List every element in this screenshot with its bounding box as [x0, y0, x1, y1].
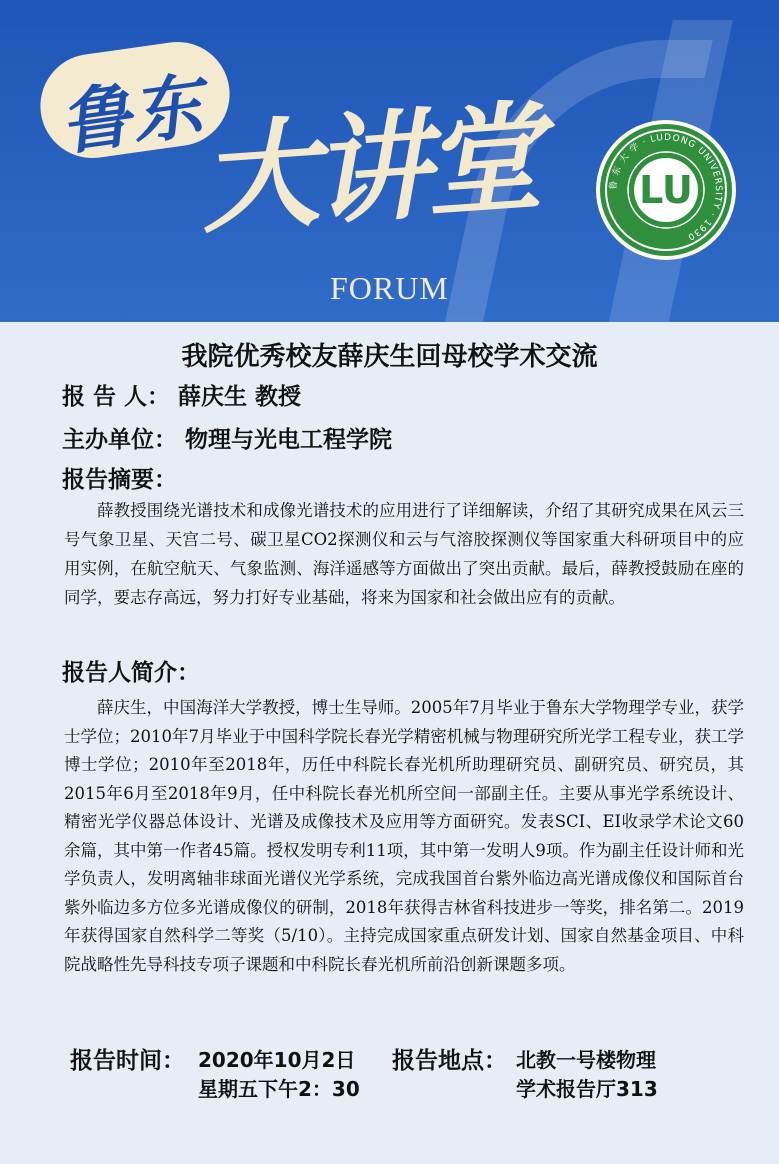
- university-logo: [600, 124, 732, 256]
- time-date: 2020年10月2日: [198, 1048, 356, 1072]
- place-building: 北教一号楼物理: [516, 1048, 656, 1072]
- abstract-label: 报告摘要：: [62, 467, 177, 493]
- banner-title-main: 大讲堂: [195, 87, 541, 250]
- logo-mark-text: LU: [639, 168, 693, 212]
- speaker-label: 报 告 人：: [62, 384, 171, 410]
- bio-text: 薛庆生，中国海洋大学教授，博士生导师。2005年7月毕业于鲁东大学物理学专业，获学士学位；2010年7月毕业于中国科学院长春光学精密机械与物理研究所光学工程专业，获工学博士学位；2010年至2018年，历任中科院长春光机所助理研究员、副研究员、研究员，其2015年6月至2018年9月，任中科院长春光机所空间一部副主任。主要从事光学系统设计、精密光学仪器总体设计、光谱及成像技术及应用等方面研究。发表SCI、EI收录学术论文60余篇，其中第一作者45篇。授权发明专利11项，其中第一发明人9项。作为副主任设计师和光学负责人，发明离轴非球面光谱仪光学系统，完成我国首台紫外临边高光谱成像仪和国际首台紫外临边多方位多光谱成像仪的研制，2018年获得吉林省科技进步一等奖，排名第二。2019年获得国家自然科学二等奖（5/10）。主持完成国家重点研发计划、国家自然基金项目、中科院战略性先导科技专项子课题和中科院长春光机所前沿创新课题多项。: [64, 698, 744, 974]
- forum-banner: [0, 0, 779, 322]
- logo-ring-text: 鲁 东 大 学 · LUDONG UNIVERSITY · 1930: [608, 132, 724, 242]
- abstract-text: 薛教授围绕光谱技术和成像光谱技术的应用进行了详细解读，介绍了其研究成果在风云三号气象卫星、天宫二号、碳卫星CO2探测仪和云与气溶胶探测仪等国家重大科研项目中的应用实例，在航空航天、气象监测、海洋遥感等方面做出了突出贡献。最后，薛教授鼓励在座的同学，要志存高远，努力打好专业基础，将来为国家和社会做出应有的贡献。: [64, 501, 744, 607]
- event-heading: 我院优秀校友薛庆生回母校学术交流: [181, 342, 598, 372]
- banner-forum-label: FORUM: [330, 270, 449, 306]
- speaker-row: [62, 378, 301, 411]
- host-label: 主办单位：: [62, 427, 177, 453]
- host-row: [62, 421, 392, 454]
- time-label: 报告时间：: [70, 1048, 185, 1074]
- host-value: 物理与光电工程学院: [185, 427, 393, 453]
- speaker-value: 薛庆生 教授: [178, 384, 302, 410]
- place-label: 报告地点：: [392, 1048, 507, 1074]
- time-hour: 星期五下午2：30: [198, 1077, 360, 1101]
- logo-mark: [634, 158, 698, 222]
- bio-label: 报告人简介：: [62, 660, 200, 686]
- place-hall: 学术报告厅313: [516, 1077, 658, 1101]
- banner-title-lu: 鲁东: [54, 62, 210, 166]
